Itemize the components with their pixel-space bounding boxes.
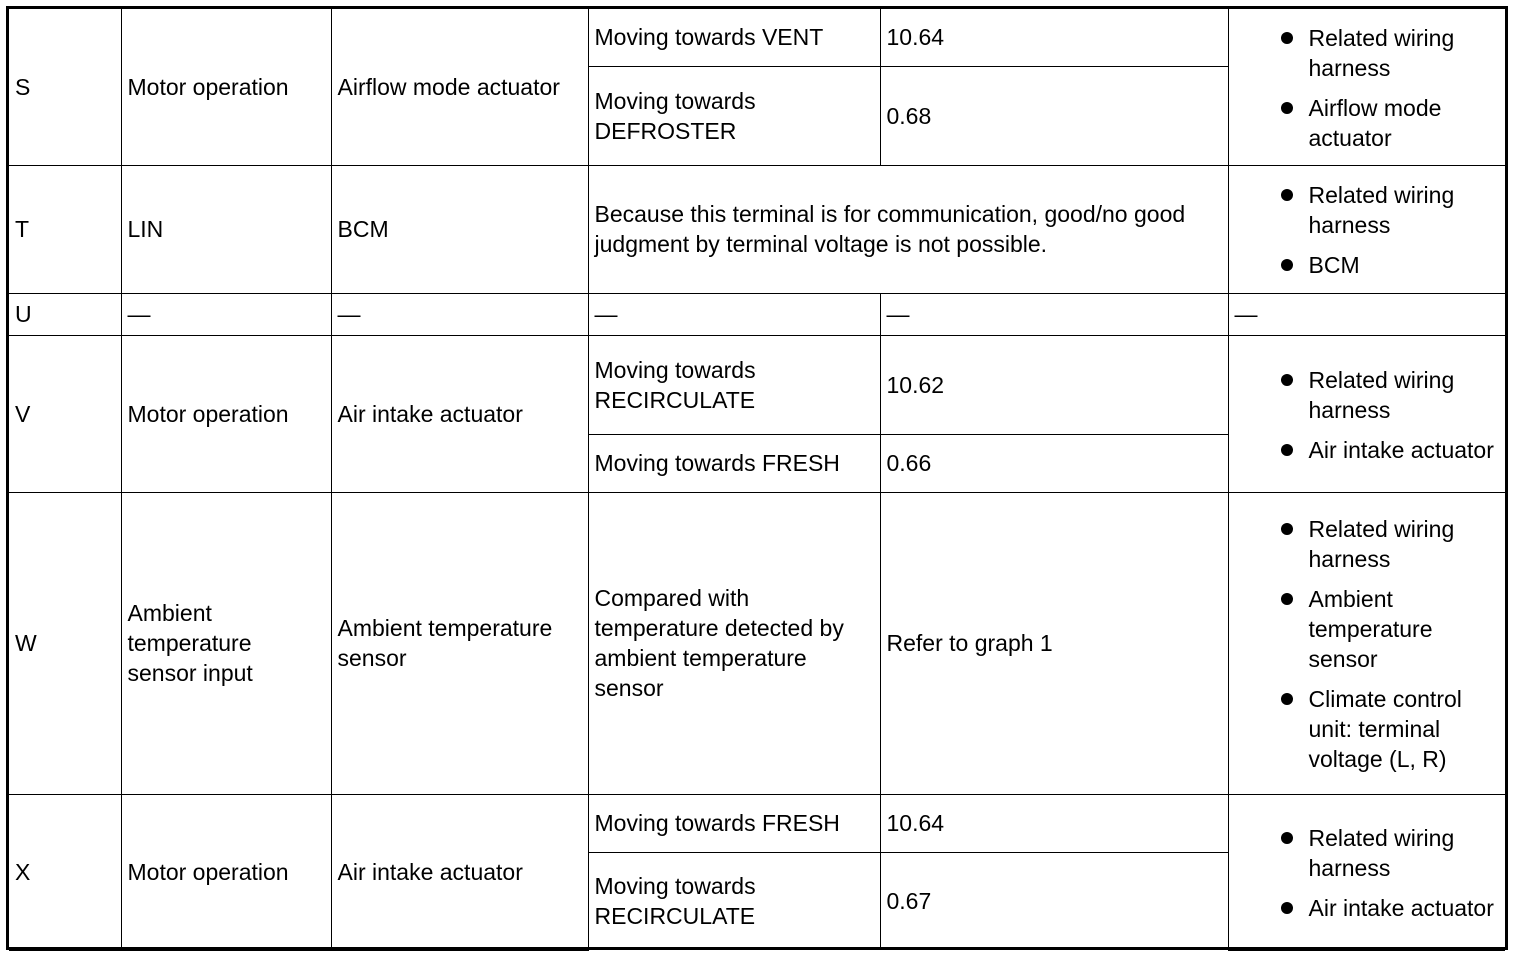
value-cell: Refer to graph 1 xyxy=(880,492,1228,794)
component-cell: Airflow mode actuator xyxy=(331,9,588,165)
table-row-s xyxy=(9,9,1505,66)
condition-cell: Moving towards VENT xyxy=(588,9,880,66)
check-item: Related wiring harness xyxy=(1235,23,1500,83)
check-item: Related wiring harness xyxy=(1235,823,1500,883)
component-cell: — xyxy=(331,293,588,335)
component-cell: Ambient temperature sensor xyxy=(331,492,588,794)
terminal-cell: T xyxy=(9,165,121,293)
terminal-cell: W xyxy=(9,492,121,794)
check-item: Air intake actuator xyxy=(1235,893,1500,923)
check-list xyxy=(1235,823,1500,923)
check-item: Related wiring harness xyxy=(1235,514,1500,574)
check-cell xyxy=(1228,165,1505,293)
terminal-cell: X xyxy=(9,794,121,950)
note-cell: Because this terminal is for communication, good/no good judgment by terminal voltage is not possible. xyxy=(588,165,1228,293)
check-item: Related wiring harness xyxy=(1235,365,1500,425)
value-cell: 10.62 xyxy=(880,335,1228,434)
value-cell: 0.68 xyxy=(880,66,1228,165)
check-cell xyxy=(1228,794,1505,950)
check-item: Climate control unit: terminal voltage (L, R) xyxy=(1235,684,1500,774)
value-cell: 10.64 xyxy=(880,9,1228,66)
check-cell xyxy=(1228,492,1505,794)
table-row-u xyxy=(9,293,1505,335)
value-cell: 0.67 xyxy=(880,852,1228,950)
terminal-cell: U xyxy=(9,293,121,335)
item-cell: Ambient temperature sensor input xyxy=(121,492,331,794)
table-row-t xyxy=(9,165,1505,293)
check-cell xyxy=(1228,9,1505,165)
check-cell xyxy=(1228,335,1505,492)
check-item: Airflow mode actuator xyxy=(1235,93,1500,153)
check-list xyxy=(1235,514,1500,774)
condition-cell: Moving towards FRESH xyxy=(588,434,880,492)
item-cell: Motor operation xyxy=(121,335,331,492)
item-cell: LIN xyxy=(121,165,331,293)
component-cell: Air intake actuator xyxy=(331,794,588,950)
condition-cell: Compared with temperature detected by ambient temperature sensor xyxy=(588,492,880,794)
value-cell: — xyxy=(880,293,1228,335)
terminal-spec-table xyxy=(6,6,1508,950)
condition-cell: — xyxy=(588,293,880,335)
table-row-w xyxy=(9,492,1505,794)
component-cell: BCM xyxy=(331,165,588,293)
value-cell: 0.66 xyxy=(880,434,1228,492)
table-row-x xyxy=(9,794,1505,852)
terminal-cell: S xyxy=(9,9,121,165)
check-item: Related wiring harness xyxy=(1235,180,1500,240)
item-cell: Motor operation xyxy=(121,9,331,165)
spec-table xyxy=(9,9,1505,951)
check-list xyxy=(1235,23,1500,153)
component-cell: Air intake actuator xyxy=(331,335,588,492)
condition-cell: Moving towards RECIRCULATE xyxy=(588,852,880,950)
check-item: Air intake actuator xyxy=(1235,435,1500,465)
value-cell: 10.64 xyxy=(880,794,1228,852)
check-item: BCM xyxy=(1235,250,1500,280)
condition-cell: Moving towards DEFROSTER xyxy=(588,66,880,165)
check-cell: — xyxy=(1228,293,1505,335)
condition-cell: Moving towards RECIRCULATE xyxy=(588,335,880,434)
check-item: Ambient temperature sensor xyxy=(1235,584,1500,674)
item-cell: — xyxy=(121,293,331,335)
check-list xyxy=(1235,180,1500,280)
check-list xyxy=(1235,365,1500,465)
condition-cell: Moving towards FRESH xyxy=(588,794,880,852)
terminal-cell: V xyxy=(9,335,121,492)
table-row-v xyxy=(9,335,1505,434)
item-cell: Motor operation xyxy=(121,794,331,950)
